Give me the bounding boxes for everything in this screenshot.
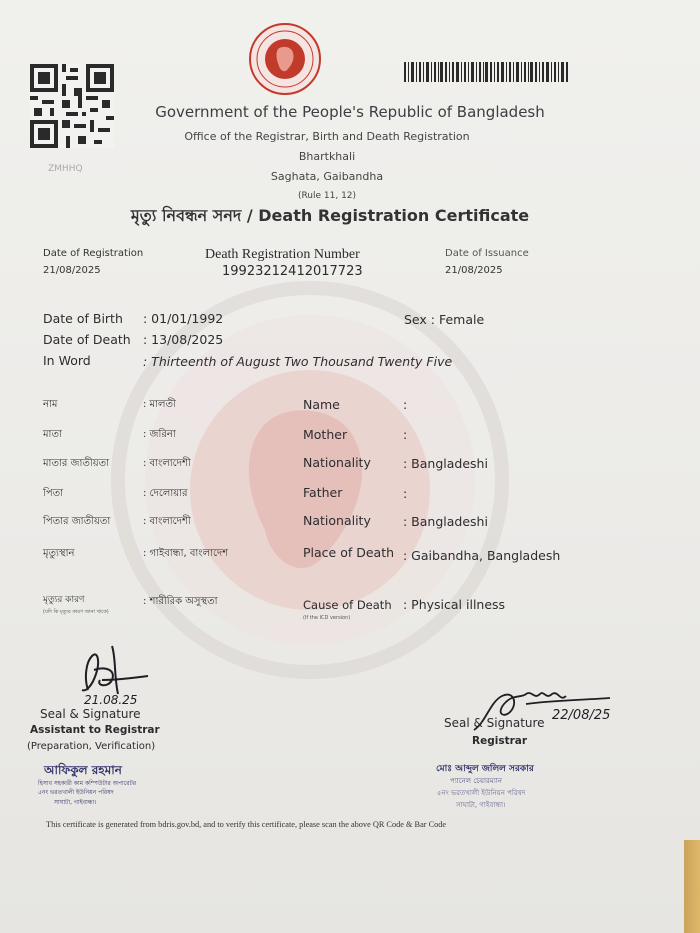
registrar-role: Registrar (472, 735, 528, 747)
father-value: : (403, 486, 408, 501)
union-name: Bhartkhali (298, 150, 356, 163)
father-nationality-label: Nationality (303, 513, 371, 528)
dod-value: : 13/08/2025 (143, 332, 224, 347)
father-nationality-value: : Bangladeshi (403, 514, 488, 529)
background-strip (684, 840, 700, 933)
registrar-stamp-line: সাঘাটা, গাইবান্ধা। (456, 801, 506, 809)
father-bn-label: পিতা (43, 488, 64, 499)
mother-label: Mother (303, 427, 348, 442)
assistant-stamp-line: হিসাব সহকারী কাম কম্পিউটার অপারেটর (38, 780, 137, 787)
name-bn-value: : মালতী (143, 399, 176, 410)
place-of-death-bn-label: মৃত্যুস্থান (43, 548, 75, 559)
upazila-name: Saghata, Gaibandha (270, 170, 384, 183)
assistant-role: Assistant to Registrar (30, 724, 160, 736)
mother-nationality-bn-value: : বাংলাদেশী (143, 458, 191, 469)
government-title: Government of the People's Republic of Bangladesh (155, 103, 545, 121)
assistant-stamp-name: আফিকুল রহমান (44, 763, 122, 777)
place-of-death-value: : Gaibandha, Bangladesh (403, 548, 561, 563)
father-nationality-bn-value: : বাংলাদেশী (143, 516, 191, 527)
mother-nationality-value: : Bangladeshi (403, 456, 488, 471)
office-name: Office of the Registrar, Birth and Death Registration (184, 130, 470, 143)
father-label: Father (303, 485, 343, 500)
mother-bn-label: মাতা (43, 429, 62, 440)
place-of-death-bn-value: : গাইবান্ধা, বাংলাদেশ (143, 548, 229, 559)
mother-value: : (403, 427, 408, 442)
date-of-registration-label: Date of Registration (43, 248, 144, 259)
registration-number-label: Death Registration Number (205, 247, 360, 262)
qr-caption: ZMHHQ (48, 164, 83, 174)
date-of-issuance-value: 21/08/2025 (445, 265, 503, 276)
date-of-issuance-label: Date of Issuance (445, 248, 529, 259)
registrar-stamp-name: মোঃ আব্দুল জলিল সরকার (436, 764, 534, 774)
sex-value: Sex : Female (404, 312, 485, 327)
verification-footer: This certificate is generated from bdris.gov.bd, and to verify this certificate, please scan the above QR Code & Bar Code (46, 820, 447, 829)
certificate-title: মৃত্যু নিবন্ধন সনদ / Death Registration Certificate (130, 206, 530, 225)
rule-reference: (Rule 11, 12) (297, 191, 357, 201)
date-of-registration-value: 21/08/2025 (43, 265, 101, 276)
registration-number-value: 19923212412017723 (222, 264, 363, 279)
name-label: Name (303, 397, 340, 412)
assistant-role-note: (Preparation, Verification) (27, 741, 156, 752)
cause-bn-value: : শারীরিক অসুস্থতা (143, 596, 218, 607)
place-of-death-label: Place of Death (303, 545, 395, 560)
dod-label: Date of Death (43, 332, 131, 347)
name-bn-label: নাম (43, 399, 58, 410)
inword-label: In Word (43, 353, 91, 368)
dob-value: : 01/01/1992 (143, 311, 224, 326)
registrar-stamp-line: ৫নং ভরতখালী ইউনিয়ন পরিষদ (437, 789, 526, 797)
mother-bn-value: : জরিনা (143, 429, 176, 440)
father-nationality-bn-label: পিতার জাতীয়তা (43, 516, 111, 527)
father-bn-value: : দেলোয়ার (143, 488, 188, 499)
mother-nationality-label: Nationality (303, 455, 371, 470)
cause-value: : Physical illness (403, 597, 506, 612)
cause-bn-note: (যদি কি মৃত্যুর কারণ জানা থাকে) (43, 609, 109, 615)
assistant-stamp-line: ৫নং ভরতখালী ইউনিয়ন পরিষদ (38, 789, 114, 796)
government-seal-icon (248, 22, 322, 96)
registrar-signature-date: 22/08/25 (552, 708, 611, 723)
name-value: : (403, 397, 408, 412)
cause-bn-label: মৃত্যুর কারণ (43, 595, 85, 605)
cause-label: Cause of Death (303, 598, 392, 612)
dob-label: Date of Birth (43, 311, 123, 326)
assistant-stamp-line: সাঘাটা, গাইবান্ধা। (54, 799, 97, 806)
assistant-seal-label: Seal & Signature (40, 707, 141, 721)
mother-nationality-bn-label: মাতার জাতীয়তা (43, 458, 110, 469)
registrar-seal-label: Seal & Signature (444, 716, 545, 730)
barcode-icon (404, 62, 570, 82)
cause-note: (If the ICD version) (303, 615, 351, 621)
registrar-stamp-line: প্যানেল চেয়ারম্যান (450, 777, 502, 785)
inword-value: : Thirteenth of August Two Thousand Twenty Five (143, 354, 453, 369)
assistant-signature-date: 21.08.25 (84, 693, 138, 707)
